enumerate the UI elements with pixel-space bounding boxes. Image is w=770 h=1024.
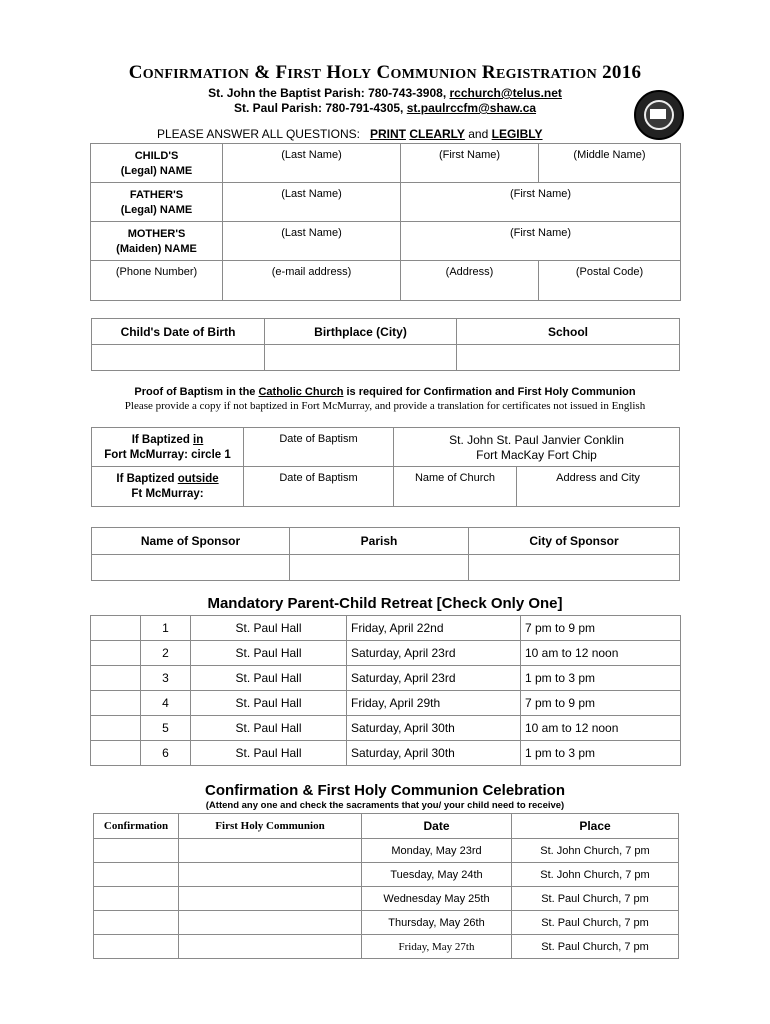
baptism-date-out-field[interactable]: Date of Baptism <box>244 467 394 507</box>
retreat-number: 1 <box>141 616 191 641</box>
retreat-date: Saturday, April 30th <box>347 741 521 766</box>
retreat-number: 3 <box>141 666 191 691</box>
celebration-date: Monday, May 23rd <box>362 839 512 863</box>
sponsor-parish-field[interactable] <box>290 555 469 581</box>
child-last-name-field[interactable]: (Last Name) <box>223 144 401 183</box>
school-field[interactable] <box>457 345 680 371</box>
retreat-row <box>91 641 681 666</box>
retreat-checkbox[interactable] <box>91 641 141 666</box>
celebration-row <box>94 935 679 959</box>
celebration-subtitle: (Attend any one and check the sacraments that you/ your child need to receive) <box>205 800 565 811</box>
retreat-checkbox[interactable] <box>91 741 141 766</box>
sponsor-name-header: Name of Sponsor <box>92 528 290 555</box>
celebration-place: St. Paul Church, 7 pm <box>512 911 679 935</box>
retreat-row <box>91 716 681 741</box>
retreat-checkbox[interactable] <box>91 666 141 691</box>
retreat-place: St. Paul Hall <box>191 716 347 741</box>
retreat-row <box>91 691 681 716</box>
retreat-row <box>91 741 681 766</box>
baptism-requirement: Proof of Baptism in the Catholic Church is required for Confirmation and First Holy Communion <box>134 386 636 398</box>
confirmation-checkbox[interactable] <box>94 863 179 887</box>
parish-contact-2: St. Paul Parish: 780-791-4305, st.paulrccfm@shaw.ca <box>233 101 537 115</box>
place-header: Place <box>512 814 679 839</box>
baptism-table <box>91 427 680 507</box>
child-first-name-field[interactable]: (First Name) <box>401 144 539 183</box>
celebration-place: St. Paul Church, 7 pm <box>512 887 679 911</box>
father-name-label: FATHER'S (Legal) NAME <box>91 183 223 222</box>
father-name-row <box>91 183 681 222</box>
parish-seal-logo <box>634 90 684 140</box>
celebration-date: Tuesday, May 24th <box>362 863 512 887</box>
sponsor-city-header: City of Sponsor <box>469 528 680 555</box>
fhc-header: First Holy Communion <box>179 814 362 839</box>
names-table <box>90 143 681 301</box>
confirmation-checkbox[interactable] <box>94 935 179 959</box>
sponsor-name-field[interactable] <box>92 555 290 581</box>
celebration-row <box>94 863 679 887</box>
father-first-name-field[interactable]: (First Name) <box>401 183 681 222</box>
email-link-1[interactable]: rcchurch@telus.net <box>449 86 562 100</box>
retreat-table <box>90 615 681 766</box>
retreat-number: 6 <box>141 741 191 766</box>
retreat-date: Friday, April 22nd <box>347 616 521 641</box>
fhc-checkbox[interactable] <box>179 887 362 911</box>
instructions: PLEASE ANSWER ALL QUESTIONS: PRINT CLEARLY and LEGIBLY <box>157 127 543 141</box>
retreat-time: 10 am to 12 noon <box>521 641 681 666</box>
retreat-date: Friday, April 29th <box>347 691 521 716</box>
child-name-label: CHILD'S (Legal) NAME <box>91 144 223 183</box>
church-name-field[interactable]: Name of Church <box>394 467 517 507</box>
form-title: CONFIRMATION & FIRST HOLY COMMUNION REGISTRATION 2016 <box>128 62 642 83</box>
child-name-row <box>91 144 681 183</box>
celebration-place: St. Paul Church, 7 pm <box>512 935 679 959</box>
retreat-date: Saturday, April 23rd <box>347 666 521 691</box>
retreat-title: Mandatory Parent-Child Retreat [Check Only One] <box>207 595 563 612</box>
confirmation-checkbox[interactable] <box>94 911 179 935</box>
retreat-row <box>91 616 681 641</box>
baptism-date-in-field[interactable]: Date of Baptism <box>244 428 394 467</box>
fhc-checkbox[interactable] <box>179 911 362 935</box>
retreat-place: St. Paul Hall <box>191 691 347 716</box>
retreat-number: 2 <box>141 641 191 666</box>
email-field[interactable]: (e-mail address) <box>223 261 401 301</box>
celebration-date: Thursday, May 26th <box>362 911 512 935</box>
email-link-2[interactable]: st.paulrccfm@shaw.ca <box>406 101 537 115</box>
dob-field[interactable] <box>92 345 265 371</box>
dob-header: Child's Date of Birth <box>92 319 265 345</box>
mother-last-name-field[interactable]: (Last Name) <box>223 222 401 261</box>
child-middle-name-field[interactable]: (Middle Name) <box>539 144 681 183</box>
parish-contact-1: St. John the Baptist Parish: 780-743-3908, rcchurch@telus.net <box>208 86 562 100</box>
retreat-time: 1 pm to 3 pm <box>521 741 681 766</box>
contact-row <box>91 261 681 301</box>
retreat-checkbox[interactable] <box>91 716 141 741</box>
retreat-date: Saturday, April 23rd <box>347 641 521 666</box>
celebration-place: St. John Church, 7 pm <box>512 839 679 863</box>
mother-first-name-field[interactable]: (First Name) <box>401 222 681 261</box>
birthplace-field[interactable] <box>265 345 457 371</box>
retreat-number: 5 <box>141 716 191 741</box>
phone-field[interactable]: (Phone Number) <box>91 261 223 301</box>
school-header: School <box>457 319 680 345</box>
retreat-checkbox[interactable] <box>91 691 141 716</box>
postal-code-field[interactable]: (Postal Code) <box>539 261 681 301</box>
celebration-place: St. John Church, 7 pm <box>512 863 679 887</box>
celebration-table <box>93 813 679 959</box>
retreat-date: Saturday, April 30th <box>347 716 521 741</box>
mother-name-row <box>91 222 681 261</box>
retreat-place: St. Paul Hall <box>191 666 347 691</box>
fhc-checkbox[interactable] <box>179 863 362 887</box>
retreat-time: 1 pm to 3 pm <box>521 666 681 691</box>
celebration-title: Confirmation & First Holy Communion Celebration <box>204 782 565 799</box>
confirmation-header: Confirmation <box>94 814 179 839</box>
retreat-number: 4 <box>141 691 191 716</box>
baptized-outside-label: If Baptized outside Ft McMurray: <box>92 467 244 507</box>
retreat-checkbox[interactable] <box>91 616 141 641</box>
retreat-time: 7 pm to 9 pm <box>521 691 681 716</box>
church-address-field[interactable]: Address and City <box>517 467 680 507</box>
retreat-row <box>91 666 681 691</box>
parish-circle-options[interactable]: St. John St. Paul Janvier Conklin Fort MacKay Fort Chip <box>394 428 680 467</box>
confirmation-checkbox[interactable] <box>94 839 179 863</box>
retreat-place: St. Paul Hall <box>191 741 347 766</box>
retreat-time: 10 am to 12 noon <box>521 716 681 741</box>
celebration-date: Friday, May 27th <box>362 935 512 959</box>
baptism-instructions: Please provide a copy if not baptized in Fort McMurray, and provide a translation for certificates not issued in English <box>124 400 646 412</box>
father-last-name-field[interactable]: (Last Name) <box>223 183 401 222</box>
birth-table <box>91 318 680 371</box>
sponsor-city-field[interactable] <box>469 555 680 581</box>
retreat-time: 7 pm to 9 pm <box>521 616 681 641</box>
confirmation-checkbox[interactable] <box>94 887 179 911</box>
fhc-checkbox[interactable] <box>179 935 362 959</box>
sponsor-table <box>91 527 680 581</box>
retreat-place: St. Paul Hall <box>191 616 347 641</box>
baptized-in-label: If Baptized in Fort McMurray: circle 1 <box>92 428 244 467</box>
celebration-row <box>94 839 679 863</box>
date-header: Date <box>362 814 512 839</box>
sponsor-parish-header: Parish <box>290 528 469 555</box>
retreat-place: St. Paul Hall <box>191 641 347 666</box>
fhc-checkbox[interactable] <box>179 839 362 863</box>
celebration-date: Wednesday May 25th <box>362 887 512 911</box>
celebration-row <box>94 887 679 911</box>
birthplace-header: Birthplace (City) <box>265 319 457 345</box>
mother-name-label: MOTHER'S (Maiden) NAME <box>91 222 223 261</box>
address-field[interactable]: (Address) <box>401 261 539 301</box>
celebration-row <box>94 911 679 935</box>
